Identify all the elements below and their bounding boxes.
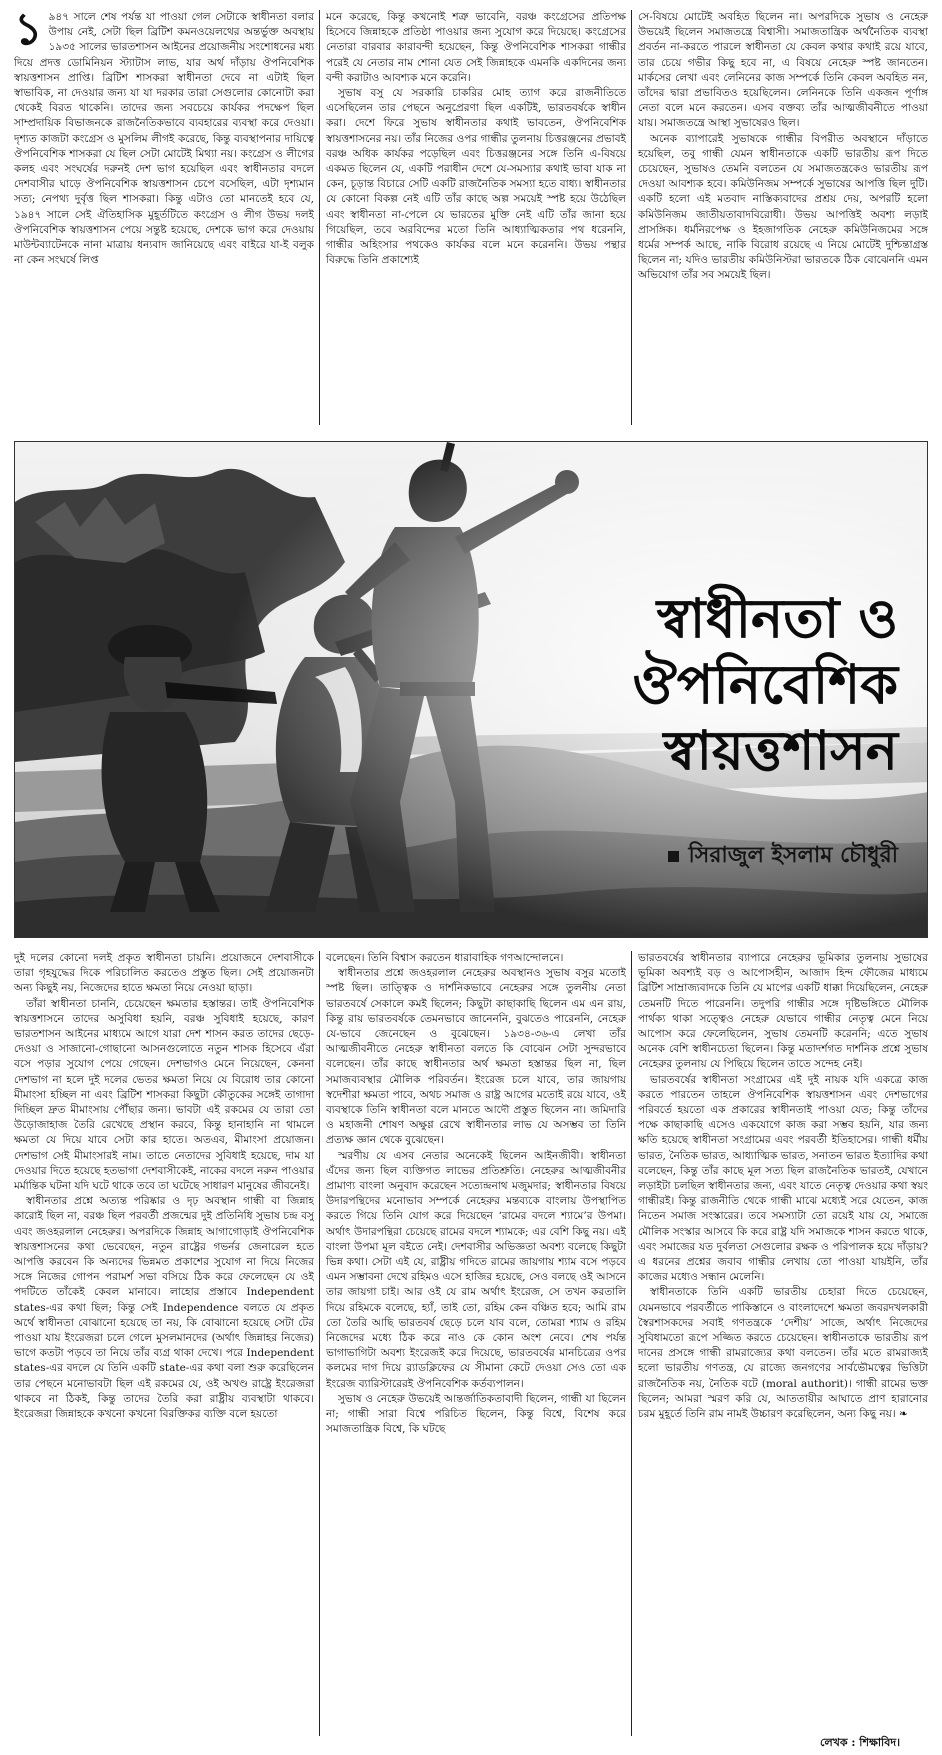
paragraph: অনেক ব্যাপারেই সুভাষকে গান্ধীর বিপরীত অবস্থানে দাঁড়াতে হয়েছিল, তবু গান্ধী যেমন স্বাধীনতাকে একটি ভারতীয় রূপ দিতে চেয়েছেন, সুভাষও তেমনি বলতেন যে সমাজতন্ত্রকেও ভারতীয় রূপ দেওয়া আবশ্যক হবে। কমিউনিজম সম্পর্কে সুভাষের আপত্তি ছিল দুটি। একটি হলো এই মতবাদ নাস্তিক্যবাদের প্রশ্রয় দেয়, অপরটি হলো কমিউনিজম জাতীয়তাবাদবিরোধী। উভয় আপত্তিই অবশ্য লড়াই প্রাসঙ্গিক। ধর্মনিরপেক্ষ ও ইহজাগতিক নেহেরু কমিউনিজমের সঙ্গে ধর্মের সম্পর্ক আছে, নাকি বিরোধ রয়েছে এ নিয়ে মোটেই দুশ্চিন্তাগ্রস্ত ছিলেন না; যদিও ভারতীয় কমিউনিস্টরা ভারতকে ঠিক বোঝেননি এমন অভিযোগ তাঁর সব সময়েই ছিল। <box>638 132 928 282</box>
article-column-bottom-1 <box>14 951 314 1736</box>
article-column-bottom-2 <box>326 951 626 1736</box>
paragraph: স্মরণীয় যে এসব নেতার অনেকেই ছিলেন আইনজীবী। স্বাধীনতা এঁদের জন্য ছিল ব্যক্তিগত লাভের প্রতিশ্রুতি। নেহেরুর আত্মজীবনীর প্রামাণ্য বাংলা অনুবাদ করেছেন সত্যেন্দ্রনাথ মজুমদার; স্বাধীনতার বিষয়ে উদারপন্থিদের মনোভাব সম্পর্কে নেহেরুর মন্তব্যকে বাংলায় উপস্থাপিত করতে গিয়ে তিনি যোগ করে দিয়েছেন ‘রামের বদলে শ্যামে’র উপমা। অর্থাৎ উদারপন্থিরা চেয়েছে রামের বদলে শ্যামকে; এর বেশি কিছু নয়। এই বাংলা উপমা মূল বইতে নেই। দেশবাসীর অভিজ্ঞতা অবশ্য বলেছে কিছুটা ভিন্ন কথা। সেটা এই যে, রাষ্ট্রীয় গদিতে রামের জায়গায় শ্যাম বসে পড়বে এমন সম্ভাবনা দেখে রহিমও এসে হাজির হয়েছে, সেও বলছে ওই আসনে তার জায়গা চাই। আর ওই যে রাম অর্থাৎ ইংরেজ, সে তখন করতালি দিয়ে রহিমকে বলেছে, হ্যাঁ, তাই তো, রহিম কেন বঞ্চিত হবে; আমি রাম তো তৈরি আছি ভারতবর্ষ ছেড়ে চলে যাব বলে, তোমরা শ্যাম ও রহিম নিজেদের মধ্যে ঠিক করে নাও কে কোন অংশ নেবে। শেষ পর্যন্ত ভাগাভাগিটা অবশ্য ইংরেজই করে দিয়েছে, ভারতবর্ষের মানচিত্রের ওপর কলমের দাগ দিয়ে র‌্যাডক্লিফের যে সীমানা কেটে দেওয়া সেও তো এক ইংরেজ ব্যারিস্টারেরই ঔপনিবেশিক কর্তব্যপালন। <box>326 1149 626 1390</box>
headline-line: স্বায়ত্তশাসন <box>663 718 898 782</box>
paragraph: স্বাধীনতার প্রশ্নে অত্যন্ত পরিষ্কার ও দৃঢ় অবস্থান গান্ধী বা জিন্নাহ কারোই ছিল না, বরঞ্চ ছিল পরবর্তী প্রজন্মের দুই প্রতিনিধি সুভাষ চন্দ্র বসু এবং জওহরলাল নেহেরুর। অপরদিকে জিন্নাহ আগাগোড়াই ঔপনিবেশিক স্বায়ত্তশাসনের কথা ভেবেছেন, নতুন রাষ্ট্রের গভর্নর জেনারেল হতে আপত্তি করবেন কি অন্যদের ভিন্নমত প্রকাশের সুযোগ না দিয়ে নিজের সঙ্গে নিজের গোপন পরামর্শ সভা বসিয়ে ঠিক করে ফেলেছেন যে ওই পদটিতে তাঁকেই কেবল মানাবে। লাহোর প্রস্তাবে Independent states-এর কথা ছিল; কিন্তু সেই Independence বলতে যে প্রকৃত অর্থে স্বাধীনতা বোঝানো হয়েছে তা নয়, কি বোঝানো হয়েছে সেটা টের পাওয়া যায় ইংরেজরা চলে গেলে মুসলমানদের (অর্থাৎ জিন্নাহর নিজের) ভাগে কতটা পড়বে তা নিয়ে তাঁর ব্যগ্র থাকা দেখে। পরে Independent states-এর বদলে যে তিনি একটি state-এর কথা বলা শুরু করেছিলেন তার পেছনে মনোভাবটা ছিল এই রকমের যে, ওই অখণ্ড রাষ্ট্রে ইংরেজরা থাকবে না ঠিকই, কিন্তু তাদের তৈরি করা রাষ্ট্রীয় ব্যবস্থাটা থাকবে। ইংরেজরা জিন্নাহকে কখনো কখনো বিরক্তিকর ব্যক্তি বলে হয়তো <box>14 1195 314 1421</box>
article-headline <box>418 585 898 783</box>
paragraph: ভারতবর্ষের স্বাধীনতা সংগ্রামের এই দুই নায়ক যদি একত্রে কাজ করতে পারতেন তাহলে ঔপনিবেশিক স্বায়ত্তশাসন এবং দেশভাগের পরিবর্তে হয়তো এক প্রকারের স্বাধীনতাই পাওয়া যেত; কিন্তু তাঁদের পক্ষে কাছাকাছি এসেও একযোগে কাজ করা সম্ভব হয়নি, যার জন্য ক্ষতি হয়েছে স্বাধীনতা সংগ্রামের এবং পরবর্তী ইতিহাসের। গান্ধী ধর্মীয় ভারত, নৈতিক ভারত, আধ্যাত্মিক ভারত, সনাতন ভারত ইত্যাদির কথা বলেছেন, কিন্তু তাঁর কাছে মূল সত্য ছিল রাজনৈতিক ভারতই, যেখানে লড়াইটা চলছিল স্বাধীনতার জন্য, এবং যাতে নেতৃত্ব দেওয়ার কথা স্বয়ং গান্ধীরই। কিন্তু রাজনীতি থেকে গান্ধী মাঝে মধ্যেই সরে যেতেন, কাজ নিতেন সমাজ সংস্কারের। তবে সমস্যাটা তো রয়েই যায় যে, সমাজে মৌলিক সংস্কার আসবে কি করে রাষ্ট্র যদি সমাজকে শাসন করতে থাকে, এবং সমাজের যত দুর্বলতা সেগুলোর রক্ষক ও পরিপালক হয়ে দাঁড়ায়? এ ধরনের প্রশ্নের জবাব গান্ধীর লেখায় তো পাওয়া যায়ইনি, তাঁর কাজের মধ্যেও সন্ধান মেলেনি। <box>638 1073 928 1284</box>
author-name: সিরাজুল ইসলাম চৌধুরী <box>688 842 898 868</box>
paragraph: ৯৪৭ সালে শেষ পর্যন্ত যা পাওয়া গেল সেটাকে স্বাধীনতা বলার উপায় নেই, সেটা ছিল ব্রিটিশ কমনওয়েলথের অন্তর্ভুক্ত অবস্থায় ১৯৩৫ সালের ভারতশাসন আইনের প্রয়োজনীয় সংশোধনের মধ্য দিয়ে প্রদত্ত ডোমিনিয়ন স্ট্যাটাস লাভ, যার অর্থ দাঁড়ায় ঔপনিবেশিক স্বায়ত্তশাসন প্রাপ্তি। ব্রিটিশ শাসকরা স্বাধীনতা দেবে না এটাই ছিল স্বাভাবিক, না দেওয়ার জন্য যা যা দরকার তারা সেগুলোর কোনোটা করা থেকেই বিরত থাকেনি। তাদের জন্য সবচেয়ে কার্যকর পদক্ষেপ ছিল সাম্প্রদায়িক বিভাজনকে রাজনৈতিকভাবে ব্যবহারের ব্যবস্থা করে দেওয়া। দৃশ্যত কাজটা কংগ্রেস ও মুসলিম লীগই করেছে, কিন্তু ব্যবস্থাপনার দায়িত্বে ঔপনিবেশিক শাসকরা যে ছিল সেটা মোটেই মিথ্যা নয়। কংগ্রেস ও লীগের কলহ এবং সংঘর্ষের দরুনই দেশ ভাগ হয়েছিল এবং স্বাধীনতার বদলে দেশবাসীর ঘাড়ে ঔপনিবেশিক স্বায়ত্তশাসন চেপে বসেছিল, এটা দৃশ্যমান সত্য; নেপথ্য দুর্বৃত্ত ছিল শাসকরা। কিন্তু এটাও তো মানতেই হবে যে, ১৯৪৭ সালে সেই ঐতিহাসিক মুহূর্তটিতে কংগ্রেস ও লীগ উভয় দলই ঔপনিবেশিক স্বায়ত্তশাসন পেয়ে সন্তুষ্ট হয়েছে, দেশকে ভাগ করে দেওয়ায় মাউন্টব্যাটেনকে নানা মাত্রায় ধন্যবাদ জানিয়েছে এবং বাইরে যা-ই বলুক না কেন সংঘর্ষে লিপ্ত <box>14 11 314 267</box>
square-bullet-icon <box>668 851 679 862</box>
paragraph: সে-বিষয়ে মোটেই অবহিত ছিলেন না। অপরদিকে সুভাষ ও নেহেরু উভয়েই ছিলেন সমাজতন্ত্রে বিশ্বাসী। সমাজতান্ত্রিক অর্থনৈতিক ব্যবস্থা প্রবর্তন না-করতে পারলে স্বাধীনতা যে কেবল কথার কথাই রয়ে যাবে, তার চেয়ে গভীর কিছু হবে না, এ বিষয়ে নেহেরু স্পষ্ট জানতেন। মার্কসের লেখা এবং লেনিনের কাজ সম্পর্কে তিনি কেবল অবহিত নন, তাঁদের দ্বারা প্রভাবিতও হয়েছিলেন। লেনিনকে তিনি একজন পূর্ণাঙ্গ নেতা বলে মনে করতেন। এসব বক্তব্য তাঁর আত্মজীবনীতে পাওয়া যায়। সমাজতন্ত্রে আস্থা সুভাষেরও ছিল। <box>638 11 928 130</box>
column-divider <box>631 951 632 1736</box>
writer-credit: লেখক : শিক্ষাবিদ। <box>820 1736 901 1749</box>
headline-line: স্বাধীনতা ও <box>656 586 898 650</box>
paragraph: তাঁরা স্বাধীনতা চাননি, চেয়েছেন ক্ষমতার হস্তান্তর। তাই ঔপনিবেশিক স্বায়ত্তশাসনে তাদের অসুবিধা হয়নি, বরঞ্চ সুবিধাই হয়েছে, কারণ ভারতশাসন আইনের মাধ্যমে আগে যারা দেশ শাসন করত তাদের ছেড়ে-দেওয়া ও সাজানো-গোছানো আসনগুলোতে নতুন শাসক হিসেবে এঁরা বসে পড়ার সুযোগ পেয়ে গেছেন। দেশভাগও মেনে নিয়েছেন, কেননা দেশভাগ না হলে দুই দলের ভেতর ক্ষমতা নিয়ে যে বিরোধ তার কোনো মীমাংসা হচ্ছিল না এবং ব্রিটিশ শাসকরা কিছুটা কৌতুকের সঙ্গেই তাগাদা দিচ্ছিল দ্রুত মীমাংসায় পৌঁছার জন্য। ভাবটা এই রকমের যে তারা তো উড়োজাহাজ তৈরি রেখেছে প্রস্থান করবে, কিন্তু হানাহানি না থামলে ক্ষমতা যে দিয়ে যাবে সেটা কার হাতে। অতএব, মীমাংসা প্রয়োজন। দেশভাগ সেই মীমাংসারই নাম। তাতে নেতাদের সুবিধাই হয়েছে, দাম যা দেওয়ার দিতে হয়েছে হতভাগা দেশবাসীকেই, নাকের বদলে নরুন পাওয়ার মর্মান্তিক ঘটনা যদি ঘটে থাকে তবে তা ঘটেছে সাধারণ মানুষের জীবনেই। <box>14 997 314 1193</box>
drop-cap: ১ <box>14 10 43 55</box>
article-column-top-1 <box>14 10 314 425</box>
paragraph: বলেছেন। তিনি বিশ্বাস করতেন ধারাবাহিক গণআন্দোলনে। <box>326 952 564 964</box>
column-divider <box>319 951 320 1736</box>
headline-line: ঔপনিবেশিক <box>632 652 898 716</box>
paragraph: সুভাষ ও নেহেরু উভয়েই আন্তর্জাতিকতাবাদী ছিলেন, গান্ধী যা ছিলেন না; গান্ধী সারা বিশ্বে পরিচিত ছিলেন, কিন্তু বিশ্বে, বিশেষ করে সমাজতান্ত্রিক বিশ্বে, কি ঘটছে <box>326 1392 626 1436</box>
paragraph: সুভাষ বসু যে সরকারি চাকরির মোহ ত্যাগ করে রাজনীতিতে এসেছিলেন তার পেছনে অনুপ্রেরণা ছিল একটিই, ভারতবর্ষকে স্বাধীন করা। দেশে ফিরে সুভাষ স্বাধীনতার কথাই ভাবতেন, ঔপনিবেশিক স্বায়ত্তশাসনের নয়। তাঁর নিজের ওপর গান্ধীর তুলনায় চিত্তরঞ্জনের প্রভাবই বরঞ্চ অধিক কার্যকর পড়েছিল এবং চিত্তরঞ্জনের সঙ্গে তিনি এ-বিষয়ে একমত ছিলেন যে, একটি পরাধীন দেশে যে-সমস্যার কথাই ভাবা যাক না কেন, চূড়ান্ত বিচারে সেটি একটি রাজনৈতিক সমস্যা হতে বাধ্য। স্বাধীনতার যে কোনো বিকল্প নেই এটি তাঁর কাছে অল্প সময়েই স্পষ্ট হয়ে উঠেছিল এবং স্বাধীনতা না-পেলে যে ভারতের মুক্তি নেই এটি তাঁর জানা হয়ে গিয়েছিল, তবে অরবিন্দের মতো তিনি আধ্যাত্মিকতার পথ ধরেননি, গান্ধীর অহিংসার পথকেও কার্যকর বলে মনে করেননি। উভয় পন্থার বিরুদ্ধে তিনি প্রকাশ্যেই <box>326 87 626 267</box>
paragraph: মনে করেছে, কিন্তু কখনোই শত্রু ভাবেনি, বরঞ্চ কংগ্রেসের প্রতিপক্ষ হিসেবে জিন্নাহকে প্রতিষ্ঠা পাওয়ার জন্য সুযোগ করে দিয়েছে। কংগ্রেসের নেতারা বারবার কারাবন্দী হয়েছেন, কিন্তু ঔপনিবেশিক শাসকরা গান্ধীর পরেই যে নেতার নাম শোনা যেত সেই জিন্নাহকে এমনকি একদিনের জন্য বন্দী করাটাও আবশ্যক মনে করেনি। <box>326 11 626 84</box>
article-column-bottom-3 <box>638 951 928 1736</box>
paragraph: দুই দলের কোনো দলই প্রকৃত স্বাধীনতা চায়নি। প্রয়োজনে দেশবাসীকে তারা গৃহযুদ্ধের দিকে পরিচালিত করতেও প্রস্তুত ছিল। সেই প্রয়োজনটা অন্য কিছুই নয়, নিজেদের হাতে ক্ষমতা নিয়ে নেওয়া ছাড়া। <box>14 952 314 995</box>
article-column-top-3 <box>638 10 928 425</box>
article-column-top-2 <box>326 10 626 425</box>
column-divider <box>319 10 320 425</box>
column-divider <box>631 10 632 425</box>
byline <box>668 838 899 875</box>
paragraph: স্বাধীনতাকে তিনি একটি ভারতীয় চেহারা দিতে চেয়েছেন, যেমনভাবে পরবর্তীতে পাকিস্তানে ও বাংলাদেশে ক্ষমতা জবরদখলকারী স্বৈরশাসকদের সবাই গণতন্ত্রকে ‘দেশীয়’ সাজে, অর্থাৎ নিজেদের সুবিধামতো রূপে সজ্জিত করতে চেয়েছেন। স্বাধীনতাকে ভারতীয় রূপ দানের প্রসঙ্গে গান্ধী রামরাজ্যের কথা বলতেন। তাঁর মতে রামরাজ্যই হলো ভারতীয় গণতন্ত্র, যে রাজ্যে জনগণের সার্বভৌমত্বের ভিত্তিটা রাজনৈতিক নয়, নৈতিক বটে (moral authorit)। গান্ধী রামের ভক্ত ছিলেন; আমরা স্মরণ করি যে, আততায়ীর আঘাতে প্রাণ হারানোর চরম মুহূর্তে তিনি রাম নামই উচ্চারণ করেছিলেন, অন্য কিছু নয়। ❧ <box>638 1286 928 1421</box>
paragraph: ভারতবর্ষের স্বাধীনতার ব্যাপারে নেহেরুর ভূমিকার তুলনায় সুভাষের ভূমিকা অবশ্যই বড় ও আপোসহীন, আজাদ হিন্দ ফৌজের মাধ্যমে ব্রিটিশ সাম্রাজ্যবাদকে তিনি যে মাপের একটি ধাক্কা দিয়েছিলেন, নেহেরু তেমনটি দিতে পারেননি। তদুপরি গান্ধীর সঙ্গে দৃষ্টিভঙ্গিতে মৌলিক পার্থক্য থাকা সত্ত্বেও নেহেরু যেভাবে গান্ধীর নেতৃত্ব মেনে নিয়ে আপোস করে ফেলেছিলেন, সুভাষ তেমনটি করেননি; এতে সুভাষ অনেক বেশি স্বাধীনচেতা ছিলেন। কিন্তু মতাদর্শগত দার্শনিক প্রশ্নে সুভাষ নেহেরুর তুলনায় যে পিছিয়ে ছিলেন তাতে সন্দেহ নেই। <box>638 952 928 1071</box>
paragraph: স্বাধীনতার প্রশ্নে জওহরলাল নেহেরুর অবস্থানও সুভাষ বসুর মতোই স্পষ্ট ছিল। তাত্ত্বিক ও দার্শনিকভাবে নেহেরুর সঙ্গে তুলনীয় নেতা ভারতবর্ষে সেকালে কমই ছিলেন; কিছুটা কাছাকাছি ছিলেন এম এন রায়, কিন্তু রায় ভারতবর্ষকে তেমনভাবে জানেননি, বুঝতেও পারেননি, নেহেরু যে-ভাবে জেনেছেন ও বুঝেছেন। ১৯৩৪-৩৬-এ লেখা তাঁর আত্মজীবনীতে নেহেরু স্বাধীনতা বলতে কি বোঝেন সেটা সুন্দরভাবে বলেছেন। তাঁর কাছে স্বাধীনতার অর্থ ক্ষমতা হস্তান্তর ছিল না, ছিল সমাজব্যবস্থার মৌলিক পরিবর্তন। ইংরেজ চলে যাবে, তার জায়গায় স্বদেশীরা ক্ষমতা পাবে, অথচ সমাজ ও রাষ্ট্র আগের মতোই রয়ে যাবে, ওই ব্যবস্থাকে তিনি স্বাধীনতা বলে মানতে আদৌ প্রস্তুত ছিলেন না। জমিদারি ও মহাজনী শোষণ অক্ষুণ্ণ রেখে স্বাধীনতার লাভ যে অসম্ভব তা তিনি প্রত্যক্ষ জ্ঞান থেকে বুঝেছেন। <box>326 967 626 1147</box>
